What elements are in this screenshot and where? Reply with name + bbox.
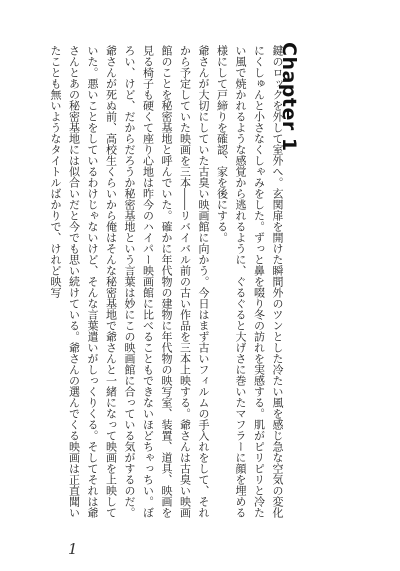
paragraph-2: 爺さんが大切にしていた古臭い映画館に向かう。今日はまず古いフィルムの手入れをして、それから予定していた映画を三本――リバイバル前の古い作品を三本上映する。爺さんは古臭い映画館のことを秘密基地と呼んでいた。確かに年代物の建物に年代物の映写室、装置、道具、映画を見る椅子も硬くて座り心地は昨今のハイパー映画館に比べることもできないほどちゃっちい。ぼろい、けど、だからだろうか秘密基地という言葉は妙にこの映画館に合っている気がするのだ。	[123, 45, 210, 518]
paragraph-1: 鍵のロックを外して室外へ。玄関扉を開けた瞬間外のツンとした冷たい風を感じ急な空気の変化にくしゅんと小さなくしゃみをした。ずっと鼻を啜り冬の訪れを実感する。肌がピリピリと冷たい風で焼かれるような感覚から逃れるように、ぐるぐると大げさに巻いたマフラーに顔を埋める様にして戸締りを確認、家を後にする。	[215, 45, 284, 518]
page-number: 1	[68, 540, 78, 558]
body-text	[49, 45, 286, 523]
chapter-heading: Chapter 1	[278, 42, 300, 152]
paragraph-3: 爺さんが死ぬ前、高校生くらいから俺はそんな秘密基地で爺さんと一緒になって映画を上映していた。悪いことをしているわけじゃないけど、そんな言葉遣いがしっくりくる。そしてそれは爺さんとあの秘密基地には似合いだと今でも思い続けている。爺さんの選んでくる映画は正直聞いたことも無いようなタイトルばかりで、けれど映写	[49, 45, 118, 518]
